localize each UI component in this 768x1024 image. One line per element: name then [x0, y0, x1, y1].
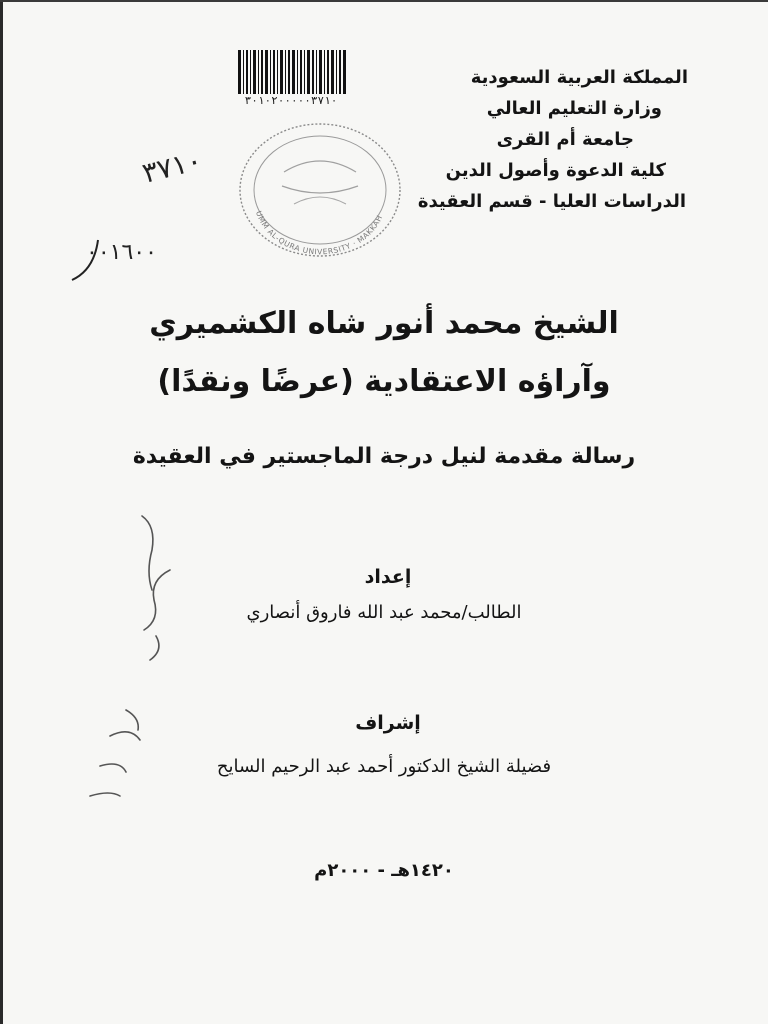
- header-ministry: وزارة التعليم العالي: [486, 98, 662, 119]
- seal-text: UMM AL-QURA UNIVERSITY · MAKKAH: [254, 209, 385, 257]
- header-kingdom: المملكة العربية السعودية: [470, 67, 688, 88]
- thesis-title-line-1: الشيخ محمد أنور شاه الكشميري: [149, 306, 619, 341]
- student-name: الطالب/محمد عبد الله فاروق أنصاري: [246, 602, 522, 623]
- header-university: جامعة أم القرى: [496, 129, 634, 150]
- supervision-label: إشراف: [355, 712, 421, 734]
- header-college: كلية الدعوة وأصول الدين: [445, 160, 666, 181]
- handwritten-number-top: ٣٧١٠: [138, 143, 206, 190]
- scan-edge-top: [0, 0, 768, 2]
- svg-text:UMM AL-QURA UNIVERSITY · MAKKA: [254, 210, 384, 257]
- barcode-number: ٣٠١٠٢٠٠٠٠٠٣٧١٠: [244, 94, 338, 107]
- prepared-by-label: إعداد: [364, 566, 412, 588]
- header-department: الدراسات العليا - قسم العقيدة: [417, 191, 686, 212]
- supervisor-name: فضيلة الشيخ الدكتور أحمد عبد الرحيم السايح: [216, 756, 552, 777]
- thesis-title-line-2: وآراؤه الاعتقادية (عرضًا ونقدًا): [157, 364, 611, 399]
- barcode: [238, 50, 348, 94]
- submission-date: ١٤٢٠هـ - ٢٠٠٠م: [314, 860, 454, 881]
- handwritten-number-left: ٠٠١٦٠٠: [86, 240, 157, 265]
- institution-header: [366, 62, 686, 217]
- thesis-subtitle: رسالة مقدمة لنيل درجة الماجستير في العقيدة: [132, 444, 636, 469]
